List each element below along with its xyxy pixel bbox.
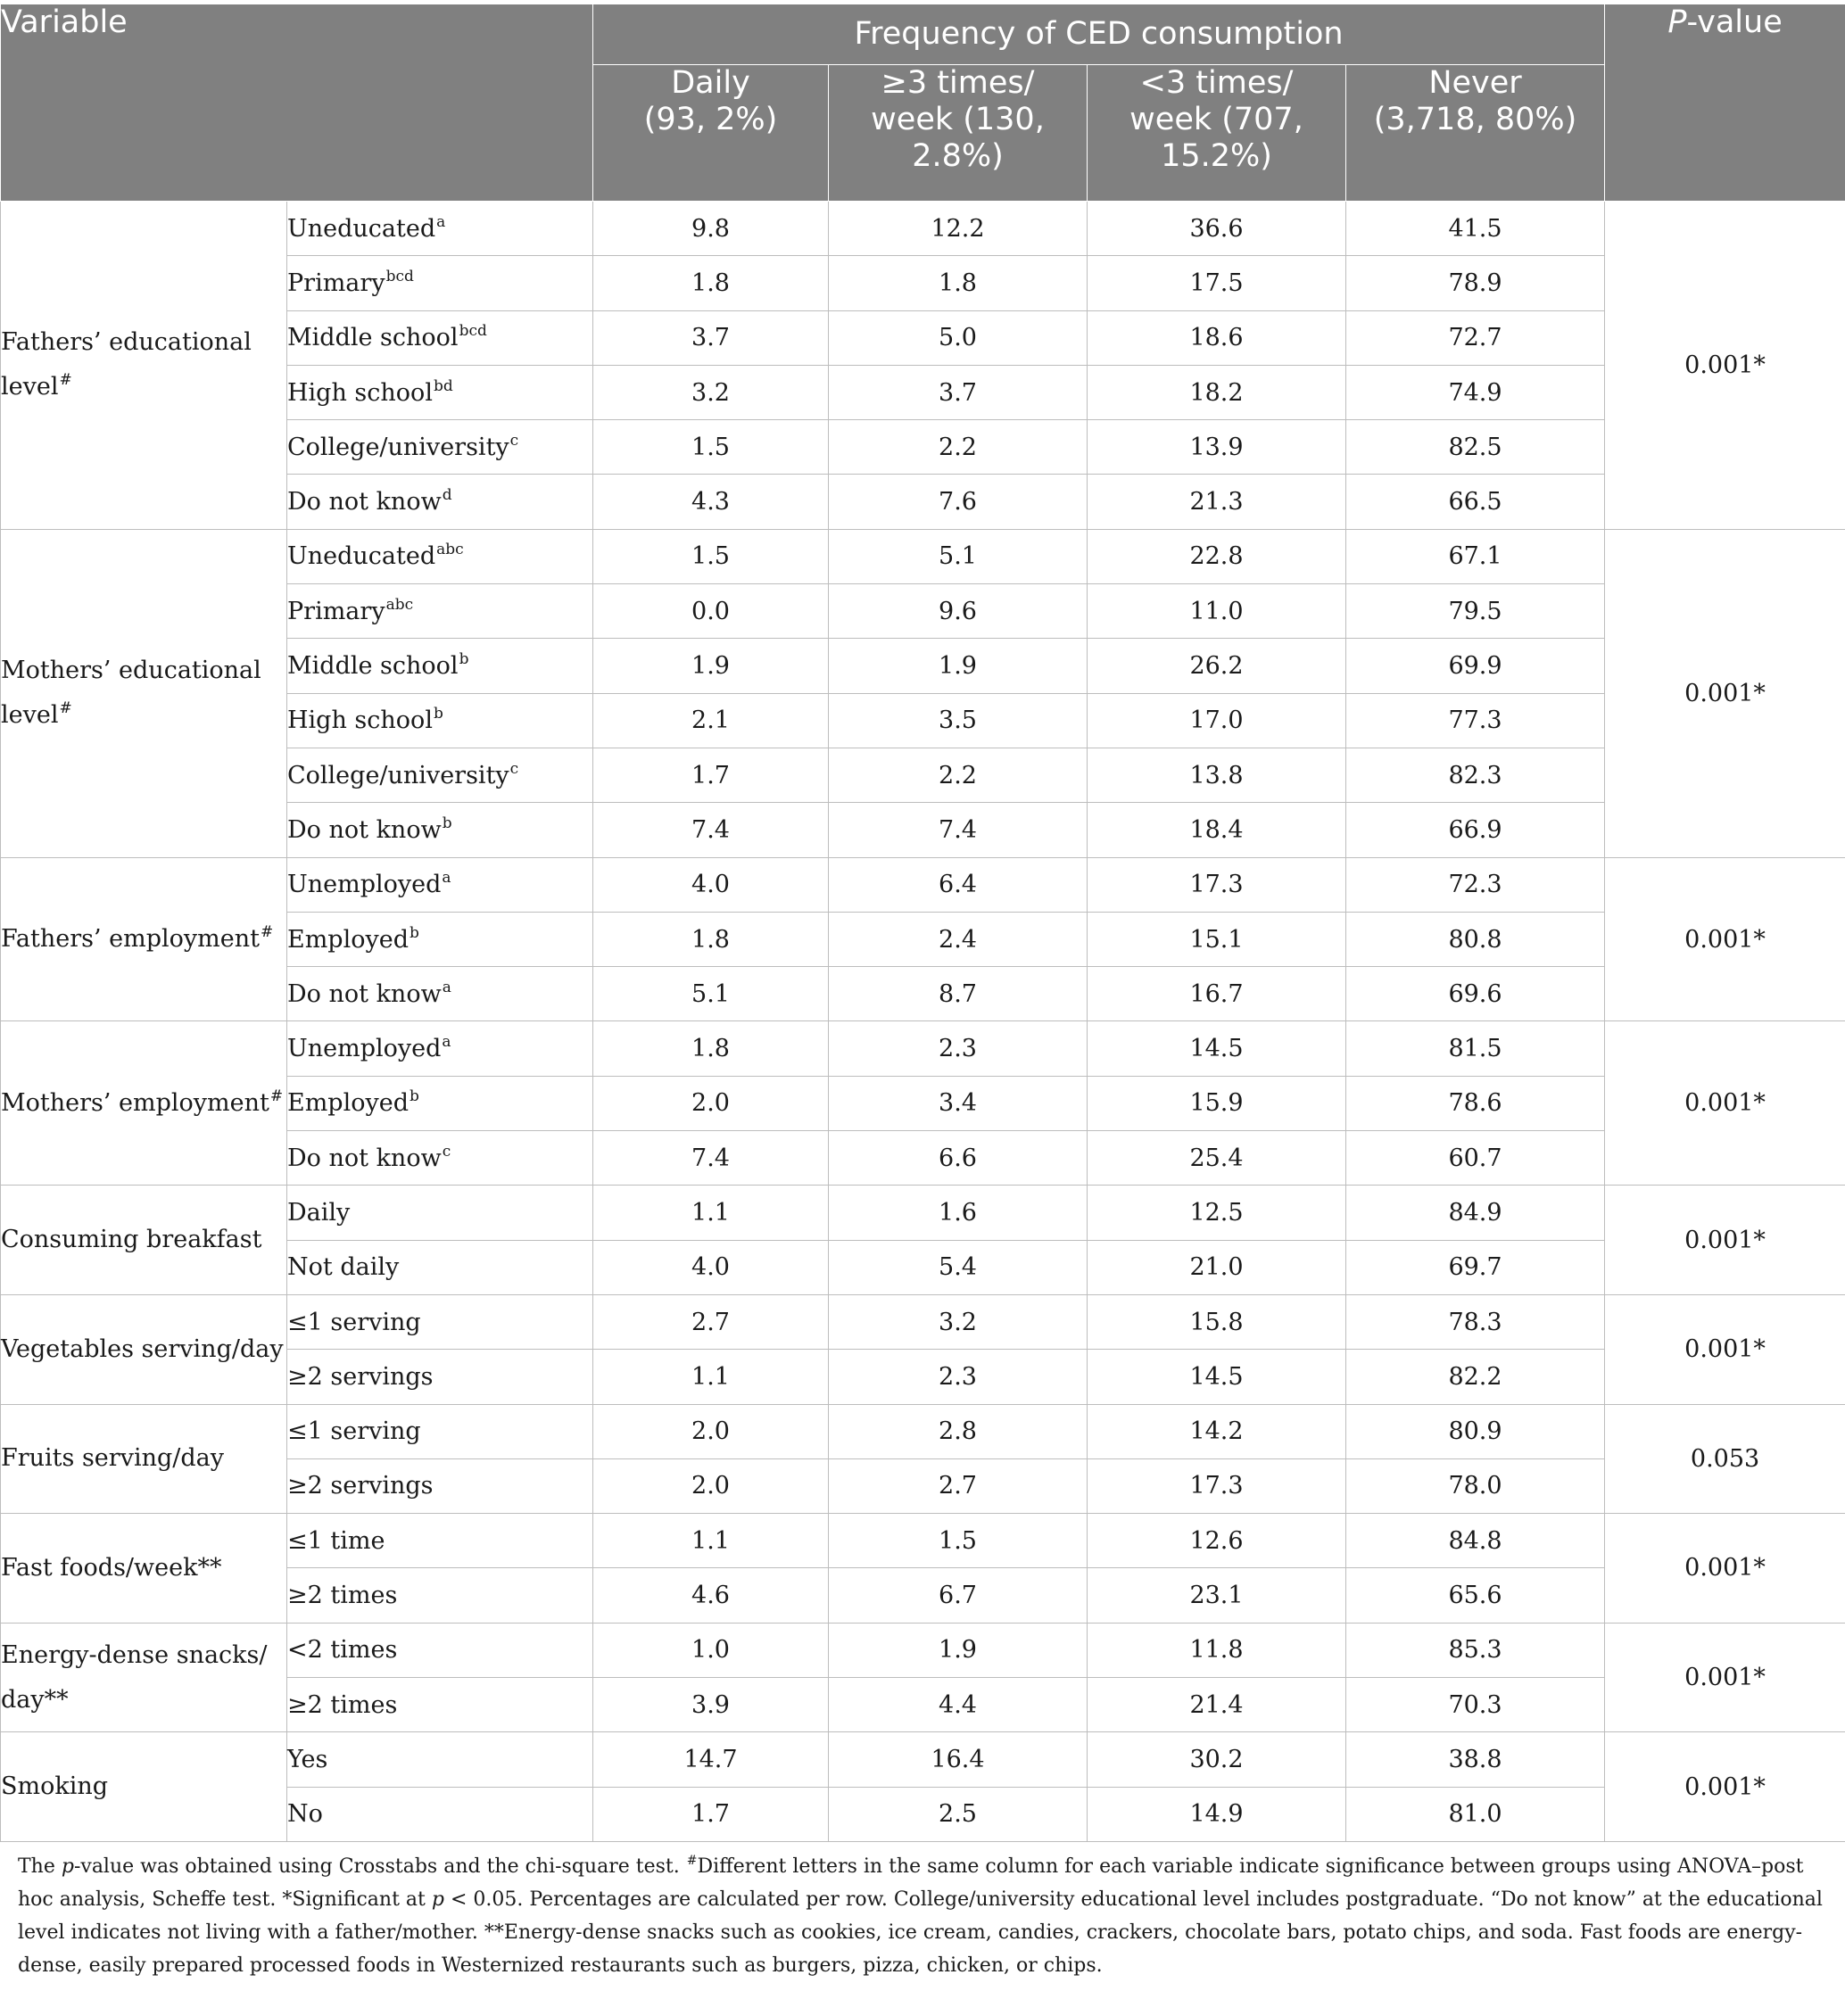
value-cell: 11.0 [1088,584,1346,639]
value-cell: 2.2 [829,420,1088,475]
value-cell: 30.2 [1088,1732,1346,1787]
category-text: Unemployed [287,1035,442,1063]
value-cell: 1.9 [593,639,829,693]
p-value: 0.001* [1605,1514,1845,1624]
table-row [1,1021,1845,1076]
value-cell: 5.4 [829,1240,1088,1294]
category-label [287,256,593,310]
value-cell: 1.6 [829,1186,1088,1240]
p-value: 0.001* [1605,1294,1845,1404]
value-cell: 15.1 [1088,912,1346,966]
value-cell: 69.9 [1346,639,1605,693]
category-text: Do not know [287,1144,442,1172]
value-cell: 80.9 [1346,1404,1605,1458]
header-column-line: <3 times/ [1139,65,1294,101]
category-text: ≥2 servings [287,1472,434,1500]
category-text: <2 times [287,1636,398,1665]
category-superscript: bd [433,376,453,395]
variable-name-line: Consuming breakfast [1,1226,262,1254]
variable-name [1,529,287,857]
value-cell: 1.0 [593,1623,829,1677]
value-cell: 84.8 [1346,1514,1605,1568]
value-cell: 23.1 [1088,1568,1346,1623]
variable-name-line: Fathers’ employment [1,925,260,953]
value-cell: 1.8 [593,1021,829,1076]
category-label [287,475,593,529]
variable-name-line: Mothers’ educational [1,657,261,685]
variable-name-line: day** [1,1685,69,1714]
value-cell: 2.7 [829,1458,1088,1513]
category-superscript: c [509,431,519,450]
value-cell: 17.5 [1088,256,1346,310]
value-cell: 12.6 [1088,1514,1346,1568]
table-row [1,1186,1845,1240]
value-cell: 78.0 [1346,1458,1605,1513]
category-label [287,1458,593,1513]
table-row [1,857,1845,912]
header-column-3 [1346,65,1605,202]
category-label [287,1623,593,1677]
value-cell: 22.8 [1088,529,1346,583]
category-text: Do not know [287,488,442,516]
category-text: College/university [287,761,509,789]
value-cell: 21.4 [1088,1678,1346,1732]
value-cell: 2.0 [593,1076,829,1130]
variable-footnote-mark: # [260,923,274,941]
table-body [1,202,1845,1842]
category-label [287,584,593,639]
value-cell: 4.6 [593,1568,829,1623]
variable-name-line: Fathers’ educational [1,328,252,357]
variable-footnote-mark: # [59,699,72,718]
value-cell: 5.1 [829,529,1088,583]
table-row [1,1623,1845,1677]
header-column-0 [593,65,829,202]
value-cell: 17.0 [1088,693,1346,748]
variable-name [1,857,287,1021]
category-text: High school [287,378,433,407]
value-cell: 14.7 [593,1732,829,1787]
header-column-1 [829,65,1088,202]
value-cell: 1.5 [829,1514,1088,1568]
category-label [287,420,593,475]
variable-name [1,1186,287,1295]
value-cell: 7.4 [593,1131,829,1186]
table-row [1,1294,1845,1349]
value-cell: 2.5 [829,1787,1088,1841]
value-cell: 1.7 [593,748,829,802]
value-cell: 41.5 [1346,202,1605,256]
category-text: Uneducated [287,542,436,571]
value-cell: 3.2 [593,365,829,419]
value-cell: 2.3 [829,1021,1088,1076]
category-label [287,912,593,966]
value-cell: 74.9 [1346,365,1605,419]
value-cell: 82.3 [1346,748,1605,802]
value-cell: 5.1 [593,967,829,1021]
variable-footnote-mark: # [59,371,72,390]
p-value: 0.001* [1605,529,1845,857]
header-pvalue-italic: P [1667,4,1687,40]
value-cell: 17.3 [1088,857,1346,912]
value-cell: 15.9 [1088,1076,1346,1130]
value-cell: 1.8 [593,912,829,966]
variable-name [1,1623,287,1732]
value-cell: 4.3 [593,475,829,529]
table-row [1,1404,1845,1458]
value-cell: 21.3 [1088,475,1346,529]
value-cell: 77.3 [1346,693,1605,748]
variable-name-line: Vegetables serving/day [1,1334,284,1363]
category-text: Unemployed [287,871,442,899]
variable-name-line: Mothers’ employment [1,1088,269,1117]
variable-name-line: level [1,373,59,401]
value-cell: 25.4 [1088,1131,1346,1186]
value-cell: 3.2 [829,1294,1088,1349]
category-label [287,1787,593,1841]
value-cell: 15.8 [1088,1294,1346,1349]
value-cell: 9.8 [593,202,829,256]
category-label [287,529,593,583]
value-cell: 1.8 [829,256,1088,310]
table-row [1,1732,1845,1787]
variable-name-line: Fast foods/week** [1,1553,222,1582]
category-text: Primary [287,597,385,625]
value-cell: 12.2 [829,202,1088,256]
value-cell: 13.8 [1088,748,1346,802]
value-cell: 70.3 [1346,1678,1605,1732]
category-label [287,1404,593,1458]
category-superscript: a [442,869,451,888]
value-cell: 36.6 [1088,202,1346,256]
value-cell: 12.5 [1088,1186,1346,1240]
category-text: ≤1 serving [287,1308,421,1336]
category-label [287,1021,593,1076]
category-label [287,1514,593,1568]
value-cell: 3.5 [829,693,1088,748]
category-label [287,857,593,912]
value-cell: 67.1 [1346,529,1605,583]
category-label [287,202,593,256]
value-cell: 7.6 [829,475,1088,529]
header-frequency: Frequency of CED consumption [593,4,1605,65]
value-cell: 80.8 [1346,912,1605,966]
p-value: 0.053 [1605,1404,1845,1514]
value-cell: 60.7 [1346,1131,1605,1186]
value-cell: 11.8 [1088,1623,1346,1677]
value-cell: 1.1 [593,1514,829,1568]
footnote-p-italic: p [61,1855,74,1878]
variable-name [1,1732,287,1842]
category-text: Do not know [287,815,442,844]
p-value: 0.001* [1605,1186,1845,1295]
category-label [287,1678,593,1732]
variable-name [1,1514,287,1624]
category-label [287,365,593,419]
value-cell: 18.2 [1088,365,1346,419]
category-text: Middle school [287,324,459,352]
category-label [287,1076,593,1130]
value-cell: 2.4 [829,912,1088,966]
footnote-p-italic: p [431,1888,444,1911]
value-cell: 2.1 [593,693,829,748]
category-label [287,693,593,748]
variable-name [1,1404,287,1514]
value-cell: 3.4 [829,1076,1088,1130]
category-text: ≥2 times [287,1582,398,1610]
variable-name [1,1294,287,1404]
header-column-line: week (707, [1129,102,1303,137]
table-row [1,529,1845,583]
value-cell: 1.9 [829,639,1088,693]
footnote-text: -value was obtained using Crosstabs and the chi-square test. [73,1855,686,1878]
value-cell: 7.4 [593,803,829,857]
table-footnote [18,1850,1838,1982]
value-cell: 9.6 [829,584,1088,639]
category-superscript: a [442,1033,451,1052]
value-cell: 18.6 [1088,310,1346,365]
value-cell: 66.9 [1346,803,1605,857]
category-label [287,1131,593,1186]
category-superscript: b [410,1087,419,1106]
value-cell: 4.0 [593,857,829,912]
category-superscript: c [442,1142,451,1161]
header-column-line: week (130, [871,102,1045,137]
value-cell: 18.4 [1088,803,1346,857]
category-label [287,1240,593,1294]
value-cell: 72.3 [1346,857,1605,912]
value-cell: 2.3 [829,1350,1088,1404]
value-cell: 0.0 [593,584,829,639]
value-cell: 1.8 [593,256,829,310]
category-text: College/university [287,433,509,461]
category-label [287,310,593,365]
value-cell: 1.7 [593,1787,829,1841]
category-superscript: bcd [385,267,414,285]
value-cell: 78.6 [1346,1076,1605,1130]
category-label [287,1350,593,1404]
value-cell: 79.5 [1346,584,1605,639]
variable-name-line: level [1,701,59,730]
category-text: Not daily [287,1253,400,1282]
value-cell: 14.5 [1088,1021,1346,1076]
value-cell: 78.3 [1346,1294,1605,1349]
value-cell: 2.0 [593,1404,829,1458]
header-column-line: (93, 2%) [643,102,778,137]
category-text: Uneducated [287,214,436,243]
value-cell: 69.7 [1346,1240,1605,1294]
value-cell: 6.6 [829,1131,1088,1186]
value-cell: 16.4 [829,1732,1088,1787]
category-label [287,1568,593,1623]
header-pvalue-rest: -value [1686,4,1783,40]
category-superscript: b [433,705,443,723]
category-superscript: c [509,759,519,778]
header-column-line: ≥3 times/ [881,65,1035,101]
category-label [287,1186,593,1240]
category-label [287,639,593,693]
value-cell: 66.5 [1346,475,1605,529]
value-cell: 17.3 [1088,1458,1346,1513]
category-text: ≤1 serving [287,1417,421,1446]
value-cell: 1.1 [593,1186,829,1240]
footnote-hash: # [686,1854,698,1868]
category-label [287,1294,593,1349]
value-cell: 7.4 [829,803,1088,857]
variable-name-line: Energy-dense snacks/ [1,1640,268,1669]
category-text: Yes [287,1745,328,1773]
header-pvalue [1605,4,1845,202]
table-header [1,4,1845,202]
value-cell: 84.9 [1346,1186,1605,1240]
value-cell: 14.5 [1088,1350,1346,1404]
category-superscript: bcd [459,322,487,341]
footnote-text: Different letters in the same column for each variable indicate significance between groups using ANOVA–post hoc analysis, Scheffe test. *Significant at [18,1855,1804,1911]
p-value: 0.001* [1605,857,1845,1021]
value-cell: 78.9 [1346,256,1605,310]
value-cell: 6.4 [829,857,1088,912]
category-text: Middle school [287,652,459,681]
value-cell: 3.7 [829,365,1088,419]
value-cell: 4.0 [593,1240,829,1294]
value-cell: 13.9 [1088,420,1346,475]
category-label [287,803,593,857]
value-cell: 72.7 [1346,310,1605,365]
category-superscript: a [442,978,451,996]
p-value: 0.001* [1605,202,1845,530]
category-superscript: abc [436,541,464,559]
category-text: Primary [287,269,385,297]
category-superscript: d [442,486,452,505]
footnote-text: The [18,1855,62,1878]
value-cell: 81.5 [1346,1021,1605,1076]
value-cell: 82.5 [1346,420,1605,475]
category-superscript: b [410,923,419,942]
data-table [0,4,1845,1842]
category-superscript: a [436,212,446,231]
value-cell: 82.2 [1346,1350,1605,1404]
category-text: No [287,1800,323,1829]
value-cell: 65.6 [1346,1568,1605,1623]
variable-name-line: Smoking [1,1772,109,1801]
value-cell: 2.2 [829,748,1088,802]
header-variable: Variable [1,4,593,202]
value-cell: 3.9 [593,1678,829,1732]
header-column-line: Daily [671,65,750,101]
value-cell: 8.7 [829,967,1088,1021]
value-cell: 14.9 [1088,1787,1346,1841]
value-cell: 85.3 [1346,1623,1605,1677]
header-column-line: Never [1428,65,1522,101]
category-text: Do not know [287,979,442,1008]
category-superscript: b [442,814,452,832]
value-cell: 2.8 [829,1404,1088,1458]
variable-name [1,1021,287,1186]
header-column-line: (3,718, 80%) [1373,102,1577,137]
category-text: High school [287,706,433,735]
value-cell: 38.8 [1346,1732,1605,1787]
value-cell: 69.6 [1346,967,1605,1021]
table-row [1,202,1845,256]
p-value: 0.001* [1605,1021,1845,1186]
category-text: Employed [287,925,410,954]
value-cell: 1.5 [593,420,829,475]
table-row [1,1514,1845,1568]
value-cell: 1.1 [593,1350,829,1404]
value-cell: 14.2 [1088,1404,1346,1458]
category-text: ≥2 servings [287,1362,434,1391]
category-label [287,1732,593,1787]
category-text: ≤1 time [287,1526,385,1555]
value-cell: 21.0 [1088,1240,1346,1294]
header-column-line: 15.2%) [1161,138,1272,174]
header-column-2 [1088,65,1346,202]
value-cell: 5.0 [829,310,1088,365]
value-cell: 1.5 [593,529,829,583]
footnote-text: < 0.05. Percentages are calculated per row. College/university educational level includes postgraduate. “Do not know” at the educational level indicates not living with a father/mother. **Energy-dense snacks such as cookies, ice cream, candies, crackers, chocolate bars, potato chips, and soda. Fast foods are energy-dense, easily prepared processed foods in Westernized restaurants such as burgers, pizza, chicken, or chips. [18,1888,1823,1977]
category-label [287,748,593,802]
value-cell: 16.7 [1088,967,1346,1021]
p-value: 0.001* [1605,1623,1845,1732]
header-column-line: 2.8%) [912,138,1004,174]
value-cell: 81.0 [1346,1787,1605,1841]
variable-footnote-mark: # [269,1086,284,1105]
value-cell: 6.7 [829,1568,1088,1623]
value-cell: 2.0 [593,1458,829,1513]
p-value: 0.001* [1605,1732,1845,1842]
variable-name-line: Fruits serving/day [1,1444,224,1473]
category-text: Employed [287,1089,410,1118]
value-cell: 26.2 [1088,639,1346,693]
category-label [287,967,593,1021]
value-cell: 3.7 [593,310,829,365]
category-superscript: abc [385,595,414,614]
category-superscript: b [459,650,469,669]
category-text: Daily [287,1198,351,1227]
value-cell: 2.7 [593,1294,829,1349]
value-cell: 1.9 [829,1623,1088,1677]
value-cell: 4.4 [829,1678,1088,1732]
variable-name [1,202,287,530]
category-text: ≥2 times [287,1690,398,1719]
